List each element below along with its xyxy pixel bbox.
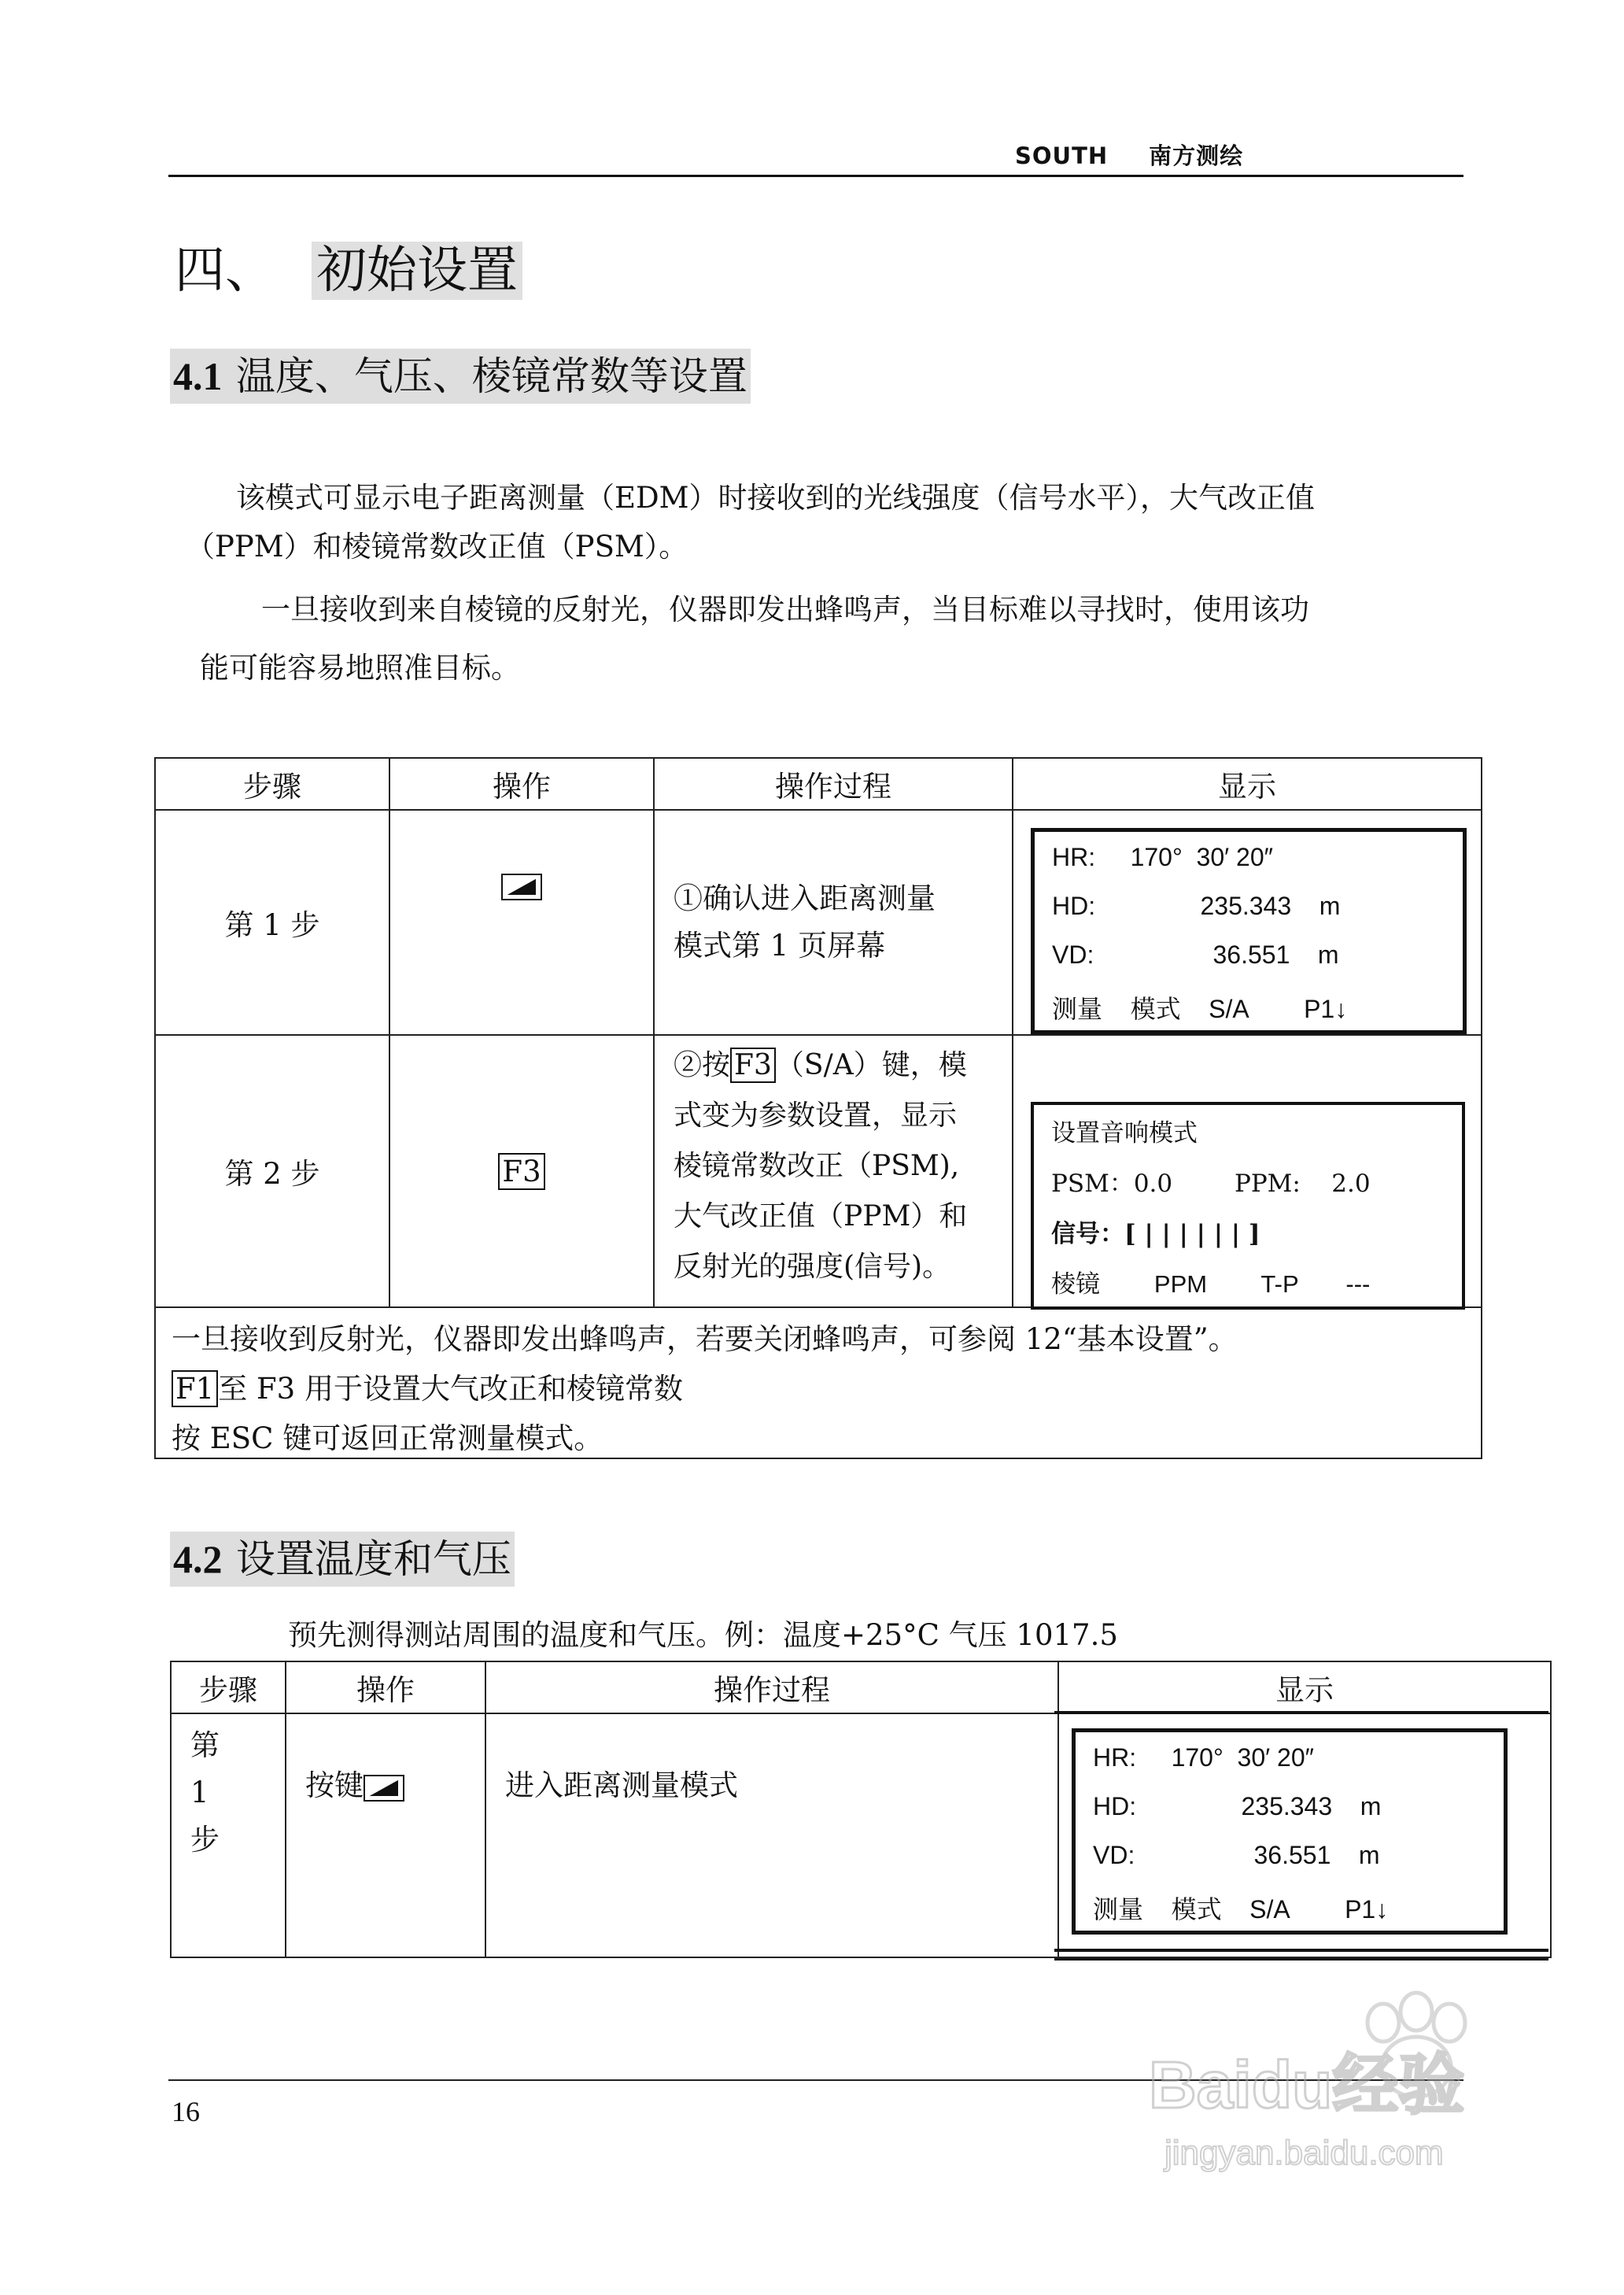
- col-header-display: 显示: [1013, 758, 1482, 810]
- chapter-number: 四、: [175, 242, 275, 300]
- display-line-psm-ppm: PSM：0.0 PPM: 2.0: [1051, 1170, 1371, 1198]
- display-softkeys: 测量 模式 S/A P1↓: [1093, 1895, 1389, 1924]
- process-line: 棱镜常数改正（PSM),: [674, 1150, 960, 1182]
- col-header-op: 操作: [389, 758, 654, 810]
- section-title-text: 设置温度和气压: [235, 1536, 511, 1582]
- step-cell: 第 1 步: [155, 810, 389, 1035]
- process-cell: [654, 1035, 1013, 1307]
- col-header-process: 操作过程: [485, 1661, 1058, 1713]
- brand-en: SOUTH: [1015, 142, 1109, 169]
- f1-key: F1: [172, 1370, 218, 1407]
- display-line-hr: HR: 170° 30′ 20″: [1052, 843, 1273, 871]
- display-softkeys: 测量 模式 S/A P1↓: [1052, 995, 1348, 1023]
- f3-key: F3: [498, 1153, 544, 1190]
- step-cell: 第 2 步: [155, 1035, 389, 1307]
- display-softkeys: 棱镜 PPM T-P ---: [1051, 1270, 1371, 1298]
- col-header-op: 操作: [286, 1661, 485, 1713]
- distance-measure-key-icon: [501, 874, 542, 900]
- section-title-text: 温度、气压、棱镜常数等设置: [235, 353, 747, 399]
- chapter-title: [175, 239, 522, 302]
- running-header: [1015, 139, 1243, 171]
- chapter-title-text: 初始设置: [312, 242, 522, 300]
- paragraph-line: （PPM）和棱镜常数改正值（PSM）。: [186, 530, 688, 564]
- table-header-row: [171, 1661, 1551, 1713]
- section-number: 4.2: [173, 1537, 223, 1581]
- double-rule: [1054, 1958, 1548, 1961]
- col-header-step: 步骤: [171, 1661, 286, 1713]
- col-header-step: 步骤: [155, 758, 389, 810]
- process-line: ①确认进入距离测量: [674, 881, 936, 915]
- brand-cn: 南方测绘: [1149, 142, 1244, 169]
- display-line-vd: VD: 36.551 m: [1052, 941, 1339, 969]
- watermark-url: jingyan.baidu.com: [1164, 2134, 1444, 2172]
- instrument-display: [1072, 1728, 1508, 1935]
- col-header-display: 显示: [1058, 1661, 1551, 1713]
- process-line: ②按 F3 （S/A）键，模: [674, 1049, 967, 1081]
- f3-key: F3: [730, 1048, 776, 1083]
- instrument-display: [1031, 828, 1467, 1034]
- note-line: 按 ESC 键可返回正常测量模式。: [172, 1421, 603, 1455]
- display-line-hr: HR: 170° 30′ 20″: [1093, 1743, 1314, 1772]
- op-cell: [389, 1035, 654, 1307]
- process-line: 大气改正值（PPM）和: [674, 1200, 968, 1232]
- process-line: 反射光的强度(信号)。: [674, 1251, 951, 1283]
- double-rule: [1054, 1949, 1548, 1952]
- process-cell: [654, 810, 1013, 1035]
- display-line-vd: VD: 36.551 m: [1093, 1841, 1380, 1869]
- distance-measure-key-icon: [364, 1775, 404, 1802]
- header-rule: [168, 175, 1463, 177]
- paragraph-line: 一旦接收到来自棱镜的反射光，仪器即发出蜂鸣声，当目标难以寻找时，使用该功: [261, 593, 1309, 626]
- col-header-process: 操作过程: [654, 758, 1013, 810]
- page-number: 16: [172, 2096, 200, 2127]
- display-line-hd: HD: 235.343 m: [1052, 892, 1341, 920]
- op-cell: [389, 810, 654, 1035]
- paragraph-line: 该模式可显示电子距离测量（EDM）时接收到的光线强度（信号水平），大气改正值: [236, 481, 1316, 515]
- step-cell: 第 1 步: [171, 1713, 286, 1957]
- note-line: F1 至 F3 用于设置大气改正和棱镜常数: [172, 1364, 683, 1414]
- watermark-brand: Baidu经验: [1149, 2048, 1465, 2122]
- display-line-title: 设置音响模式: [1051, 1119, 1198, 1148]
- process-line: 模式第 1 页屏幕: [674, 929, 886, 963]
- double-rule: [1054, 1711, 1548, 1714]
- section-4-1-title: [170, 349, 751, 404]
- paragraph-line: 预先测得测站周围的温度和气压。例：温度+25°C 气压 1017.5: [288, 1618, 1118, 1652]
- section-number: 4.1: [173, 354, 223, 398]
- process-cell: 进入距离测量模式: [485, 1713, 1058, 1957]
- op-cell: 按键: [286, 1713, 485, 1957]
- instrument-display: [1031, 1102, 1465, 1310]
- paragraph-line: 能可能容易地照准目标。: [200, 651, 520, 685]
- table-header-row: [155, 758, 1482, 810]
- display-line-hd: HD: 235.343 m: [1093, 1792, 1382, 1820]
- process-line: 式变为参数设置，显示: [674, 1099, 958, 1132]
- section-4-2-title: [170, 1532, 515, 1587]
- display-line-signal: 信号：[ | | | | | | ]: [1051, 1220, 1260, 1248]
- baidu-jingyan-watermark: [1133, 1968, 1574, 2188]
- note-line: 一旦接收到反射光，仪器即发出蜂鸣声，若要关闭蜂鸣声，可参阅 12“基本设置”。: [172, 1322, 1238, 1356]
